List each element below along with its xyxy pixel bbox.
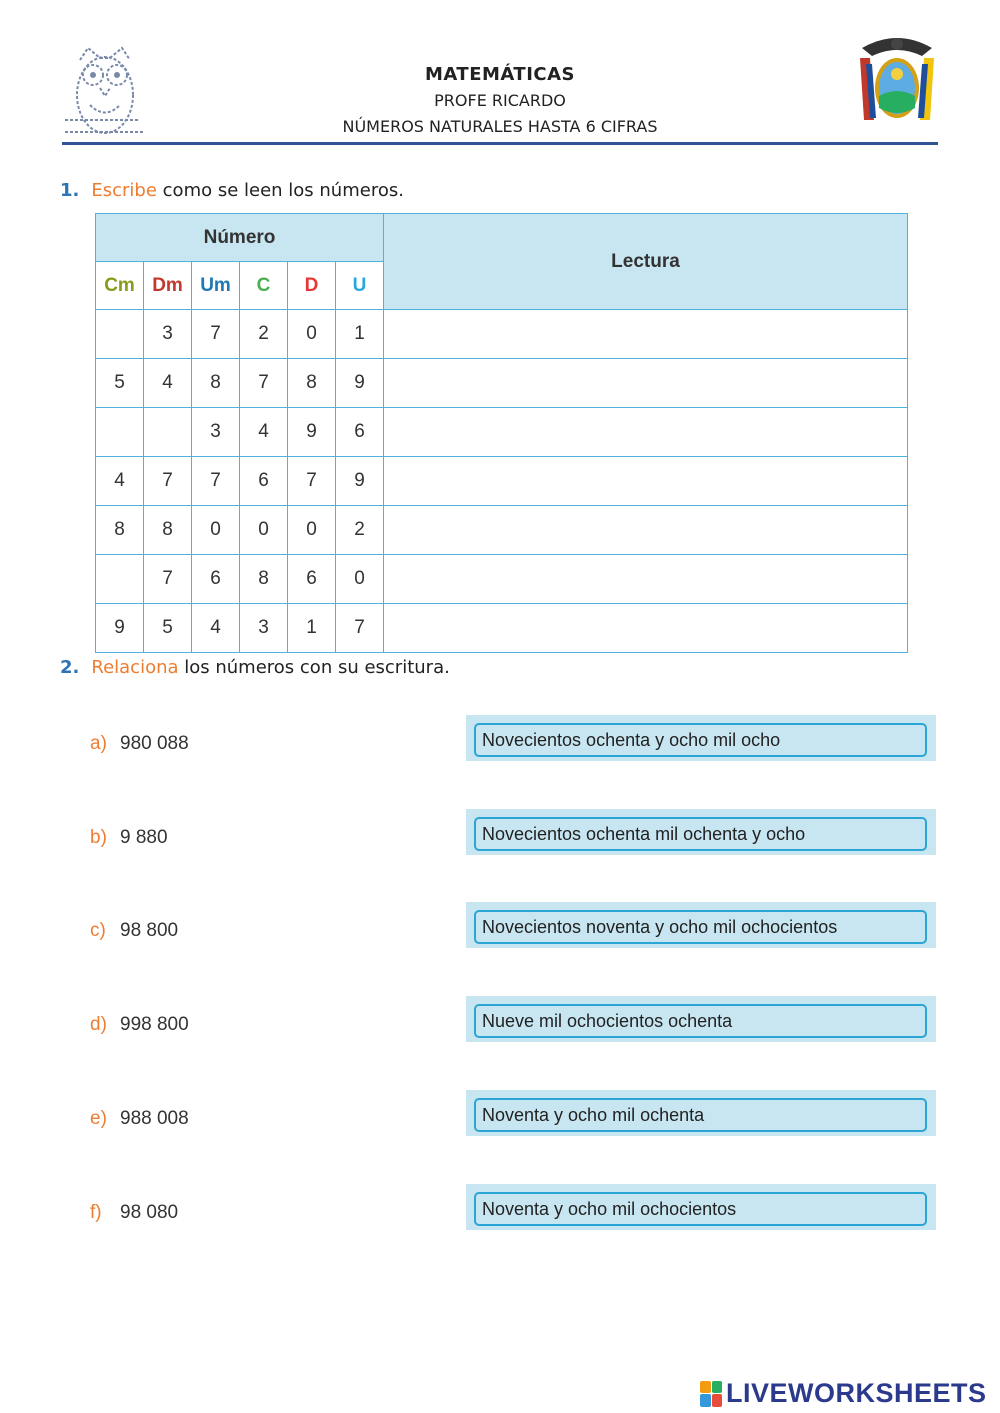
digit-cell-um: 7 — [192, 310, 240, 359]
question-1-number: 1. — [60, 180, 80, 201]
match-word-box[interactable]: Novecientos ochenta y ocho mil ocho — [474, 723, 927, 757]
match-number-value: 98 800 — [120, 920, 179, 941]
match-word-container — [466, 1184, 936, 1230]
table-row — [96, 506, 908, 555]
match-letter: f) — [90, 1202, 102, 1223]
match-letter: b) — [90, 827, 107, 848]
digit-cell-c: 3 — [240, 604, 288, 653]
digit-cell-cm — [96, 310, 144, 359]
digit-cell-c: 4 — [240, 408, 288, 457]
digit-cell-dm: 4 — [144, 359, 192, 408]
place-value-table — [95, 213, 908, 653]
digit-cell-d: 1 — [288, 604, 336, 653]
digit-cell-c: 0 — [240, 506, 288, 555]
match-letter: c) — [90, 920, 106, 941]
table-row — [96, 310, 908, 359]
match-word-box[interactable]: Noventa y ocho mil ochocientos — [474, 1192, 927, 1226]
question-2-number: 2. — [60, 657, 80, 678]
digit-cell-cm — [96, 408, 144, 457]
lectura-header: Lectura — [384, 214, 908, 310]
question-2-text: los números con su escritura. — [178, 657, 450, 678]
digit-cell-u: 1 — [336, 310, 384, 359]
column-header-u: U — [336, 262, 384, 310]
page-topic: NÚMEROS NATURALES HASTA 6 CIFRAS — [342, 117, 658, 136]
table-body — [96, 310, 908, 653]
digit-cell-d: 6 — [288, 555, 336, 604]
digit-cell-u: 9 — [336, 457, 384, 506]
digit-cell-cm — [96, 555, 144, 604]
match-number-item[interactable] — [90, 1108, 189, 1130]
digit-cell-um: 6 — [192, 555, 240, 604]
table-row — [96, 359, 908, 408]
digit-cell-u: 2 — [336, 506, 384, 555]
match-number-item[interactable] — [90, 733, 189, 755]
match-word-container — [466, 902, 936, 948]
match-number-item[interactable] — [90, 920, 178, 942]
column-header-dm: Dm — [144, 262, 192, 310]
digit-cell-c: 6 — [240, 457, 288, 506]
lectura-answer-cell[interactable] — [384, 604, 908, 653]
lectura-answer-cell[interactable] — [384, 457, 908, 506]
column-header-d: D — [288, 262, 336, 310]
lectura-answer-cell[interactable] — [384, 310, 908, 359]
match-number-value: 988 008 — [120, 1108, 189, 1129]
match-number-item[interactable] — [90, 1014, 189, 1036]
question-2-verb: Relaciona — [91, 657, 179, 678]
digit-cell-cm: 5 — [96, 359, 144, 408]
match-number-value: 98 080 — [120, 1202, 179, 1223]
digit-cell-d: 8 — [288, 359, 336, 408]
digit-cell-dm: 3 — [144, 310, 192, 359]
match-letter: d) — [90, 1014, 107, 1035]
match-number-value: 998 800 — [120, 1014, 189, 1035]
digit-cell-dm: 8 — [144, 506, 192, 555]
match-letter: a) — [90, 733, 107, 754]
match-number-item[interactable] — [90, 827, 168, 849]
page-subtitle: PROFE RICARDO — [434, 91, 566, 110]
match-word-box[interactable]: Novecientos ochenta mil ochenta y ocho — [474, 817, 927, 851]
header-divider — [62, 142, 938, 145]
lectura-answer-cell[interactable] — [384, 506, 908, 555]
lectura-answer-cell[interactable] — [384, 359, 908, 408]
match-word-container — [466, 809, 936, 855]
liveworksheets-badge-icon — [700, 1381, 722, 1407]
match-word-container — [466, 996, 936, 1042]
digit-cell-dm: 7 — [144, 457, 192, 506]
digit-cell-um: 4 — [192, 604, 240, 653]
match-letter: e) — [90, 1108, 107, 1129]
lectura-answer-cell[interactable] — [384, 555, 908, 604]
table-row — [96, 457, 908, 506]
digit-cell-dm — [144, 408, 192, 457]
question-2 — [60, 657, 450, 678]
match-word-container — [466, 715, 936, 761]
column-header-cm: Cm — [96, 262, 144, 310]
match-word-container — [466, 1090, 936, 1136]
digit-cell-cm: 9 — [96, 604, 144, 653]
column-header-c: C — [240, 262, 288, 310]
digit-cell-um: 8 — [192, 359, 240, 408]
match-word-box[interactable]: Nueve mil ochocientos ochenta — [474, 1004, 927, 1038]
digit-cell-u: 7 — [336, 604, 384, 653]
digit-cell-d: 7 — [288, 457, 336, 506]
coat-of-arms-icon — [852, 30, 942, 130]
digit-cell-um: 7 — [192, 457, 240, 506]
question-1-verb: Escribe — [91, 180, 157, 201]
match-word-box[interactable]: Novecientos noventa y ocho mil ochocientos — [474, 910, 927, 944]
digit-cell-u: 0 — [336, 555, 384, 604]
table-row — [96, 555, 908, 604]
question-1-text: como se leen los números. — [156, 180, 404, 201]
digit-cell-cm: 8 — [96, 506, 144, 555]
match-number-value: 980 088 — [120, 733, 189, 754]
table-row — [96, 408, 908, 457]
lectura-answer-cell[interactable] — [384, 408, 908, 457]
digit-cell-d: 0 — [288, 310, 336, 359]
table-row — [96, 604, 908, 653]
page-title: MATEMÁTICAS — [424, 64, 576, 85]
match-word-box[interactable]: Noventa y ocho mil ochenta — [474, 1098, 927, 1132]
digit-cell-c: 2 — [240, 310, 288, 359]
numero-header: Número — [96, 214, 384, 262]
digit-cell-u: 6 — [336, 408, 384, 457]
match-number-item[interactable] — [90, 1202, 178, 1224]
digit-cell-c: 7 — [240, 359, 288, 408]
digit-cell-d: 0 — [288, 506, 336, 555]
digit-cell-d: 9 — [288, 408, 336, 457]
digit-cell-u: 9 — [336, 359, 384, 408]
digit-cell-um: 3 — [192, 408, 240, 457]
digit-cell-dm: 5 — [144, 604, 192, 653]
match-number-value: 9 880 — [120, 827, 168, 848]
digit-cell-c: 8 — [240, 555, 288, 604]
liveworksheets-text: LIVEWORKSHEETS — [726, 1378, 987, 1408]
digit-cell-um: 0 — [192, 506, 240, 555]
liveworksheets-logo — [700, 1378, 987, 1409]
digit-cell-cm: 4 — [96, 457, 144, 506]
column-header-um: Um — [192, 262, 240, 310]
digit-cell-dm: 7 — [144, 555, 192, 604]
question-1 — [60, 180, 404, 201]
